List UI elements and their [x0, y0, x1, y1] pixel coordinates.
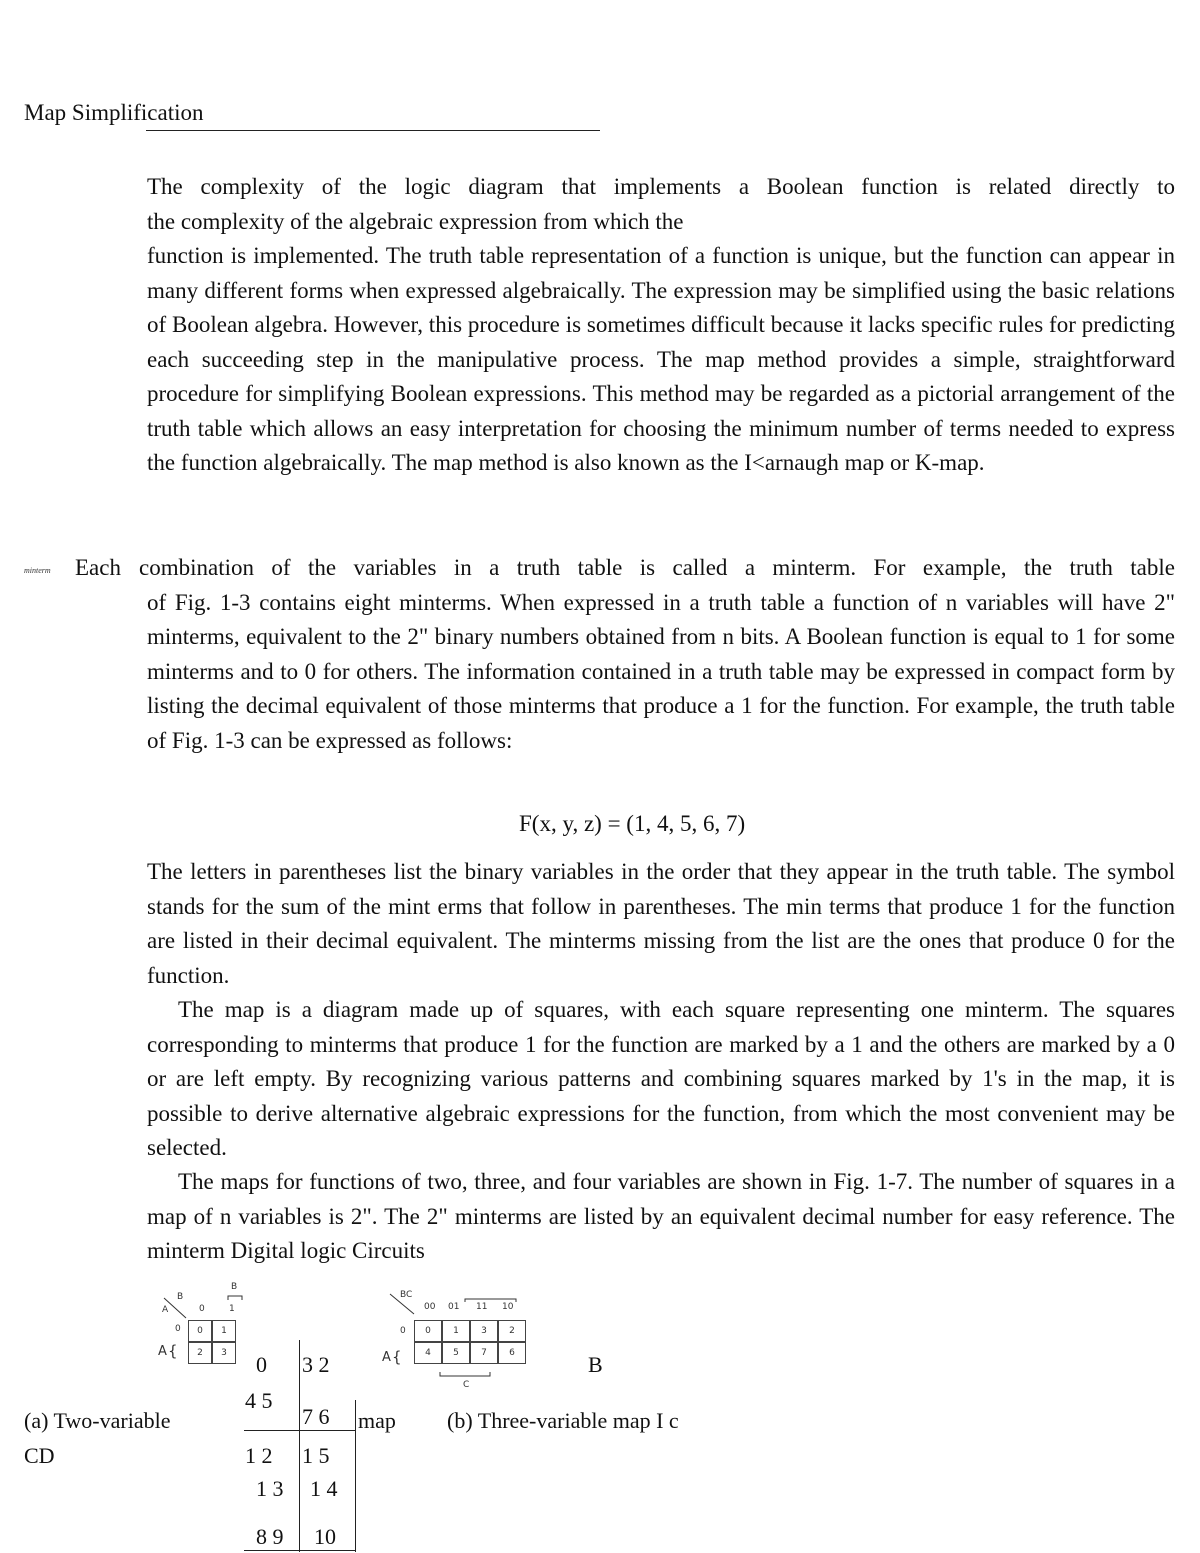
- two-var-row-0: 0: [175, 1324, 181, 1334]
- paragraph-minterm-body-wrap: [147, 586, 1175, 759]
- three-var-cell: 5: [442, 1342, 470, 1364]
- three-var-col-11: 11: [476, 1302, 488, 1312]
- paragraph-maps-variables-body: The maps for functions of two, three, and four variables are shown in Fig. 1-7. The number of squares in a map of n variables is 2". The 2" minterms are listed by an equivalent decimal number for easy reference. The minterm Digital logic Circuits: [147, 1169, 1175, 1263]
- caption-three-variable: (b) Three-variable map I c: [447, 1408, 679, 1433]
- paragraph-parentheses: [147, 855, 1175, 993]
- minterm-formula: F(x, y, z) = (1, 4, 5, 6, 7): [519, 811, 746, 836]
- two-var-label-b-top: B: [231, 1282, 238, 1292]
- paragraph-intro-line2: the complexity of the algebraic expression from which the: [147, 208, 684, 234]
- caption-two-variable: (a) Two-variable: [24, 1408, 171, 1433]
- three-var-label-a: A: [382, 1350, 391, 1365]
- margin-note-minterm: minterm: [24, 566, 51, 575]
- three-var-cell: 0: [414, 1320, 442, 1342]
- three-var-label-bc: BC: [400, 1290, 413, 1300]
- three-var-row-0: 0: [400, 1326, 406, 1336]
- big-grid-right-line: [355, 1400, 356, 1552]
- three-variable-map: [380, 1290, 540, 1390]
- big-grid-r4a: 1 3: [256, 1476, 284, 1501]
- paragraph-maps-variables: [147, 1165, 1175, 1269]
- three-var-cell: 2: [498, 1320, 526, 1342]
- three-var-col-10: 10: [502, 1302, 514, 1312]
- big-grid-r1b: 3 2: [302, 1352, 330, 1377]
- three-var-cell: 7: [470, 1342, 498, 1364]
- paragraph-map-diagram: [147, 993, 1175, 1166]
- two-var-cell: 2: [188, 1342, 212, 1364]
- two-var-col-0: 0: [199, 1304, 205, 1314]
- big-grid-vertical-line: [299, 1340, 300, 1552]
- two-var-label-a-small: A: [162, 1305, 169, 1315]
- two-var-row-1-label: A: [158, 1344, 167, 1359]
- paragraph-parentheses-body: The letters in parentheses list the binary variables in the order that they appear in the truth table. The symbol stands for the sum of the mint erms that follow in parentheses. The min terms that produce 1 for the function are listed in their decimal equivalent. The minterms missing from the list are the ones that produce 0 for the function.: [147, 859, 1175, 988]
- two-var-cell: 0: [188, 1320, 212, 1342]
- big-grid-r2b: 7 6: [302, 1404, 330, 1429]
- paragraph-minterm: [139, 551, 1175, 586]
- paragraph-minterm-line1: combination of the variables in a truth table is called a minterm. For example, the truth table: [139, 555, 1175, 580]
- three-var-brace-icon: {: [392, 1348, 402, 1366]
- paragraph-intro: [147, 170, 1175, 481]
- caption-map: map: [358, 1408, 396, 1433]
- big-grid-r2a: 4 5: [245, 1388, 273, 1413]
- paragraph-map-diagram-body: The map is a diagram made up of squares, with each square representing one minterm. The squares corresponding to minterms that produce 1 for the function are marked by a 1 and the others are marked by a 0 or are left empty. By recognizing various patterns and combining squares marked by 1's in the map, it is possible to derive alternative algebraic expressions for the function, from which the most convenient may be selected.: [147, 997, 1175, 1160]
- two-var-col-1: 1: [229, 1304, 235, 1314]
- two-var-cell: 1: [212, 1320, 236, 1342]
- big-grid-r3a: 1 2: [245, 1443, 273, 1468]
- big-grid-r3b: 1 5: [302, 1443, 330, 1468]
- two-variable-map: [150, 1280, 260, 1375]
- three-var-cell: 1: [442, 1320, 470, 1342]
- three-var-col-01: 01: [448, 1302, 460, 1312]
- paragraph-intro-body: function is implemented. The truth table representation of a function is unique, but the function can appear in many different forms when expressed algebraically. The expression may be simplified using the basic relations of Boolean algebra. However, this procedure is sometimes difficult because it lacks specific rules for predicting each succeeding step in the manipulative process. The map method provides a simple, straightforward procedure for simplifying Boolean expressions. This method may be regarded as a pictorial arrangement of the truth table which allows an easy interpretation for choosing the minimum number of terms needed to express the function algebraically. The map method is also known as the I<arnaugh map or K-map.: [147, 243, 1175, 475]
- paragraph-minterm-first-word: Each: [75, 555, 121, 580]
- heading-underline: [146, 130, 600, 131]
- big-grid-r5b: 10: [314, 1524, 336, 1549]
- two-var-cell: 3: [212, 1342, 236, 1364]
- figure-label-b: B: [588, 1352, 603, 1377]
- two-var-label-b-small: B: [177, 1292, 184, 1302]
- big-grid-divider-1: [244, 1430, 356, 1431]
- three-var-col-00: 00: [424, 1302, 436, 1312]
- page-heading: Map Simplification: [24, 100, 204, 125]
- three-var-label-c: C: [463, 1380, 470, 1390]
- two-var-brace-icon: {: [168, 1342, 178, 1360]
- paragraph-minterm-body: of Fig. 1-3 contains eight minterms. When expressed in a truth table a function of n variables will have 2" minterms, equivalent to the 2" binary numbers obtained from n bits. A Boolean function is equal to 1 for some minterms and to 0 for others. The information contained in a truth table may be expressed in compact form by listing the decimal equivalent of those minterms that produce a 1 for the function. For example, the truth table of Fig. 1-3 can be expressed as follows:: [147, 589, 1175, 753]
- three-var-cell: 4: [414, 1342, 442, 1364]
- big-grid-bottom-line: [244, 1550, 356, 1551]
- caption-cd: CD: [24, 1443, 55, 1468]
- three-var-cell: 6: [498, 1342, 526, 1364]
- big-grid-r4b: 1 4: [310, 1476, 338, 1501]
- three-var-cell: 3: [470, 1320, 498, 1342]
- paragraph-intro-line1: The complexity of the logic diagram that implements a Boolean function is related directly to: [147, 174, 1175, 199]
- big-grid-r5a: 8 9: [256, 1524, 284, 1549]
- big-grid-r1a: 0: [256, 1352, 267, 1377]
